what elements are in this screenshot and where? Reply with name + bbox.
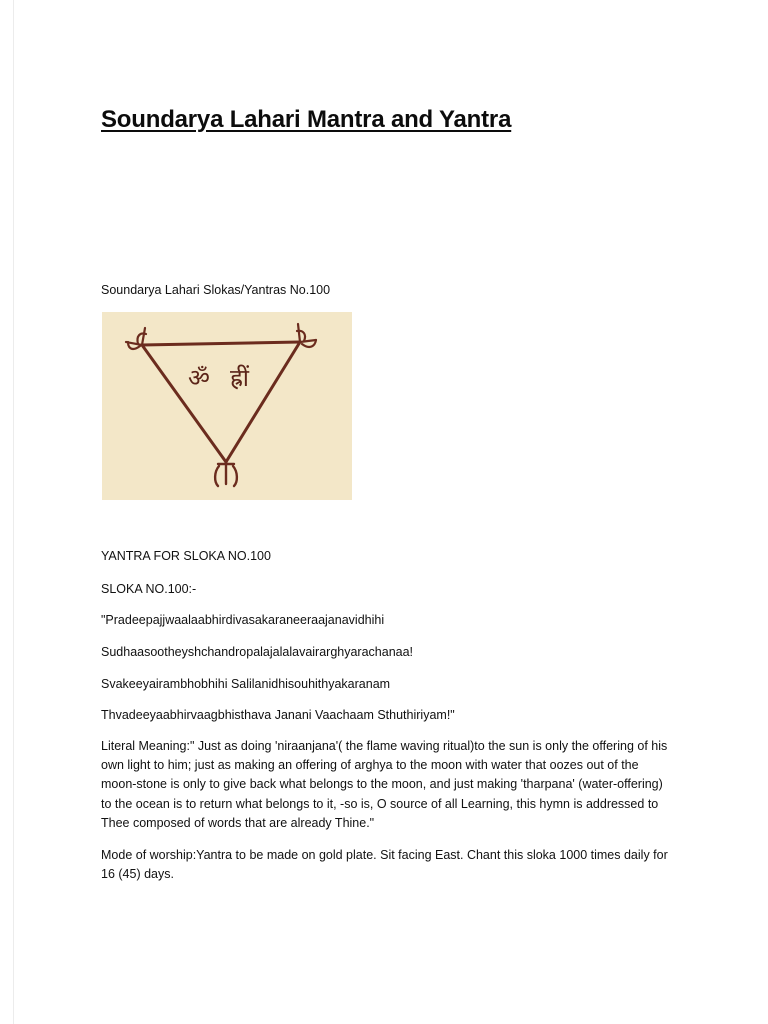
sloka-heading: SLOKA NO.100:- xyxy=(101,582,197,596)
page-title: Soundarya Lahari Mantra and Yantra xyxy=(101,106,512,133)
literal-meaning-paragraph: Literal Meaning:" Just as doing 'niraanjana'( the flame waving ritual)to the sun is only the offering of his own light to him; just as making an offering of arghya to the moon with water that oozes out of the moon-stone is only to give back what belongs to the moon, and just making 'tharpana' (water-offering) to the ocean is to return what belongs to it, -so is, O source of all Learning, this hymn is addressed to Thee composed of words that are already Thine." xyxy=(101,739,668,830)
yantra-image xyxy=(102,312,352,500)
triangle-top-edge xyxy=(142,342,300,345)
sloka-line-4: Thvadeeyaabhirvaagbhisthava Janani Vaachaam Sthuthiriyam!" xyxy=(101,708,455,722)
sloka-line-1: "Pradeepajjwaalaabhirdivasakaraneeraajanavidhihi xyxy=(101,613,385,627)
hreem-glyph: ह्रीं xyxy=(230,364,249,392)
yantra-triangle-drawing xyxy=(102,312,352,500)
trident-bottom-icon xyxy=(215,462,237,486)
om-glyph: ॐ xyxy=(188,364,210,392)
slokas-subtitle: Soundarya Lahari Slokas/Yantras No.100 xyxy=(101,283,331,297)
triangle-left-edge xyxy=(142,345,226,462)
mode-of-worship-paragraph: Mode of worship:Yantra to be made on gold plate. Sit facing East. Chant this sloka 1000 times daily for 16 (45) days. xyxy=(101,848,668,882)
sloka-line-3: Svakeeyairambhobhihi Salilanidhisouhithyakaranam xyxy=(101,677,391,691)
yantra-heading: YANTRA FOR SLOKA NO.100 xyxy=(101,549,271,563)
triangle-right-edge xyxy=(226,342,300,462)
sloka-line-2: Sudhaasootheyshchandropalajalalavairarghyarachanaa! xyxy=(101,645,414,659)
